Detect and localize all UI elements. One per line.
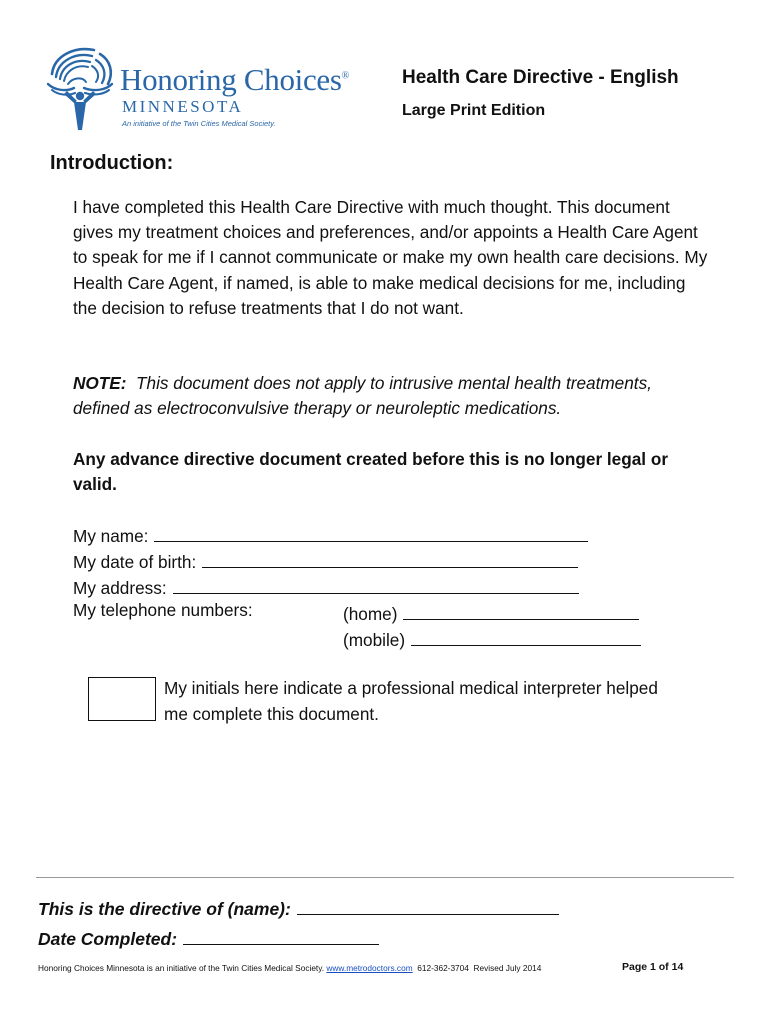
logo-subtitle: MINNESOTA: [122, 97, 244, 116]
footer-org-text: Honoring Choices Minnesota is an initiative of the Twin Cities Medical Society.: [38, 963, 325, 973]
document-title: Health Care Directive - English: [402, 67, 679, 88]
name-blank-line[interactable]: [154, 522, 588, 542]
date-completed-label: Date Completed:: [38, 929, 178, 949]
directive-of-label: This is the directive of (name):: [38, 899, 291, 919]
date-completed-field[interactable]: [38, 925, 379, 950]
dob-label: My date of birth:: [73, 552, 197, 572]
address-field[interactable]: [73, 574, 579, 599]
directive-of-field[interactable]: [38, 895, 559, 920]
dob-blank-line[interactable]: [202, 548, 578, 568]
mobile-phone-field[interactable]: [343, 626, 641, 651]
footer-text: [38, 963, 541, 973]
document-edition: Large Print Edition: [402, 102, 546, 119]
logo-title: Honoring Choices®: [120, 62, 349, 97]
note-label: NOTE:: [73, 373, 127, 393]
tree-people-logo-icon: [44, 44, 118, 134]
logo-tagline: An initiative of the Twin Cities Medical Society.: [122, 119, 276, 128]
home-phone-field[interactable]: [343, 600, 639, 625]
interpreter-initials-box[interactable]: [88, 677, 156, 721]
interpreter-initials-text: My initials here indicate a professional medical interpreter helped me complete this document.: [164, 678, 658, 724]
date-completed-blank-line[interactable]: [183, 925, 379, 945]
name-label: My name:: [73, 526, 149, 546]
note-paragraph: [73, 371, 713, 421]
address-blank-line[interactable]: [173, 574, 579, 594]
introduction-heading: Introduction:: [50, 152, 174, 174]
registered-mark: ®: [341, 70, 349, 82]
advance-directive-warning: Any advance directive document created before this is no longer legal or valid.: [73, 449, 669, 495]
name-field[interactable]: [73, 522, 588, 547]
page-number: Page 1 of 14: [622, 961, 684, 973]
note-text: This document does not apply to intrusive mental health treatments, defined as electroconvulsive therapy or neuroleptic medications.: [73, 373, 652, 419]
mobile-phone-blank-line[interactable]: [411, 626, 641, 646]
directive-of-blank-line[interactable]: [297, 895, 559, 915]
address-label: My address:: [73, 578, 167, 598]
mobile-label: (mobile): [343, 630, 406, 650]
home-phone-blank-line[interactable]: [403, 600, 639, 620]
metrodoctors-link[interactable]: www.metrodoctors.com: [326, 963, 413, 973]
footer-divider: [36, 877, 734, 878]
introduction-paragraph: I have completed this Health Care Directive with much thought. This document gives my treatment choices and preferences, and/or appoints a Health Care Agent to speak for me if I cannot communicate or make my own health care decisions. My Health Care Agent, if named, is able to make medical decisions for me, including the decision to refuse treatments that I do not want.: [73, 197, 708, 318]
home-label: (home): [343, 604, 398, 624]
telephone-label: My telephone numbers:: [73, 600, 253, 620]
date-of-birth-field[interactable]: [73, 548, 578, 573]
honoring-choices-logo: [44, 44, 384, 134]
footer-revised: Revised July 2014: [473, 963, 542, 973]
footer-phone: 612-362-3704: [417, 963, 469, 973]
